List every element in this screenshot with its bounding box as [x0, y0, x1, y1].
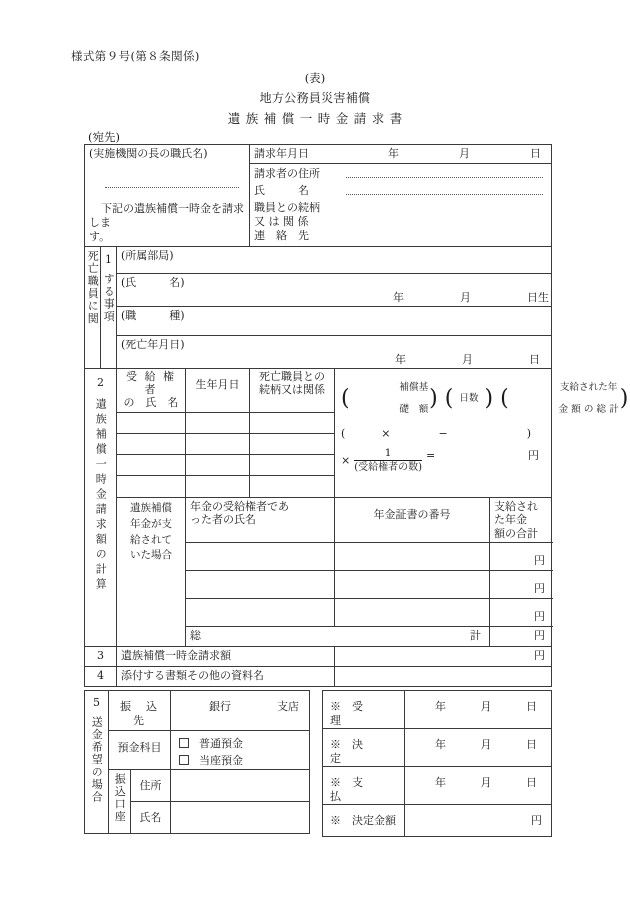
official-amount-unit: 円: [531, 814, 542, 828]
pension-amount-header-line1: 支給された年金: [494, 500, 538, 527]
section1-vertical-label-left: する事項: [102, 273, 116, 324]
pension-name-cell[interactable]: [186, 570, 335, 598]
section1-name-row: [85, 274, 552, 307]
section4-value-cell[interactable]: [335, 667, 552, 687]
base-amount-line2: 礎 額: [399, 403, 429, 415]
official-payment-row: [323, 767, 552, 805]
section1-job-row: [85, 307, 552, 336]
beneficiary-birthdate-cell[interactable]: [186, 476, 250, 498]
bank-branch-cell[interactable]: [171, 691, 310, 731]
official-decision-day: 日: [526, 738, 537, 752]
pension-certno-cell[interactable]: [335, 542, 490, 570]
pension-col-header-amount: [490, 498, 552, 543]
official-use-table: [322, 690, 552, 837]
pension-name-cell[interactable]: [186, 542, 335, 570]
death-year: 年: [395, 353, 406, 367]
pension-certno-header-text: 年金証書の番号: [373, 508, 451, 522]
official-receipt-label-cell: [323, 691, 405, 729]
beneficiary-name-cell[interactable]: [117, 413, 186, 434]
account-vertical-label-col: [109, 770, 131, 834]
claimant-name-writeline[interactable]: [346, 194, 543, 195]
official-amount-label-cell: [323, 805, 405, 837]
addressee-label: (宛先): [88, 130, 120, 144]
pension-name-header-line2: った者の氏名: [190, 513, 256, 527]
official-receipt-date-cell[interactable]: [405, 691, 552, 729]
official-decision-row: [323, 729, 552, 767]
section1-death-date-row: [85, 336, 552, 369]
statement-line1: 下記の遺族補償一時金を請求しま: [89, 202, 244, 230]
checkbox-icon[interactable]: [179, 738, 189, 748]
request-header-row: [85, 145, 552, 164]
official-amount-row: [323, 805, 552, 837]
beneficiary-name-cell[interactable]: [117, 455, 186, 476]
pension-vertical-label-col: [117, 498, 186, 647]
account-type-option-toza[interactable]: [179, 752, 309, 769]
section1-dept-row: [85, 247, 552, 274]
formula-term-days: ( 日数 ): [444, 385, 494, 411]
account-type-row: [85, 731, 310, 770]
request-date-month: 月: [459, 147, 470, 160]
section2-col-header-birthdate: [186, 369, 250, 413]
omote-label: (表): [304, 71, 326, 85]
pension-total-left: 総: [190, 629, 201, 643]
official-payment-label-cell: [323, 767, 405, 805]
official-receipt-row: [323, 691, 552, 729]
section2-number: 2: [97, 376, 104, 390]
pension-amount-cell[interactable]: [490, 570, 552, 598]
request-date-label: 請求年月日: [254, 147, 309, 160]
official-decision-date-cell[interactable]: [405, 729, 552, 767]
formula-times: ×: [381, 426, 391, 440]
form-title-line2: 遺族補償一時金請求書: [227, 111, 408, 126]
bank-transfer-row: [85, 691, 310, 731]
beneficiary-relation-cell[interactable]: [250, 455, 335, 476]
dept-label: (所属部局): [121, 249, 174, 263]
pension-name-cell[interactable]: [186, 598, 335, 626]
pension-total-unit: 円: [534, 629, 545, 643]
official-decision-label: ※ 決 定: [330, 738, 396, 766]
beneficiary-birthdate-cell[interactable]: [186, 434, 250, 455]
agency-head-writeline[interactable]: [105, 187, 239, 188]
section3-row: [85, 647, 552, 667]
col-header-name-line2: の 氏 名: [123, 396, 179, 410]
pension-total-right: 計: [470, 629, 481, 643]
beneficiary-relation-cell[interactable]: [250, 413, 335, 434]
pension-vlabel-2: 年金が支: [130, 517, 172, 530]
death-date-label: (死亡年月日): [121, 338, 185, 352]
official-payment-day: 日: [526, 776, 537, 790]
request-date-cell[interactable]: [250, 145, 552, 164]
official-amount-label: ※ 決定金額: [330, 814, 396, 828]
official-receipt-label: ※ 受 理: [330, 700, 396, 728]
section2-vertical-label-col: [85, 369, 117, 647]
formula-equals: =: [426, 449, 436, 463]
birth-day: 日生: [527, 291, 549, 305]
section1-name-cell[interactable]: [117, 274, 552, 307]
days-text: 日数: [459, 392, 479, 404]
pension-amount-header-line2: 額の合計: [494, 526, 538, 540]
section4-label-cell: [117, 667, 335, 687]
section3-label: 遺族補償一時金請求額: [121, 649, 231, 663]
official-receipt-year: 年: [435, 700, 446, 713]
section4-row: [85, 667, 552, 687]
section1-vertical-label-right: 死亡職員に関: [86, 250, 100, 326]
pension-certno-cell[interactable]: [335, 570, 490, 598]
pension-vlabel-1: 遺族補償: [130, 502, 172, 515]
job-label: (職 種): [121, 309, 185, 323]
formula-fraction: [354, 447, 422, 474]
pension-vlabel-4: いた場合: [130, 549, 172, 562]
account-type-options-cell[interactable]: [171, 731, 310, 770]
paid-total-line1: 支給された年: [559, 382, 618, 394]
form-number: 様式第９号(第８条関係): [71, 49, 200, 63]
statement-line2: す。: [89, 230, 111, 244]
pension-vlabel-3: 給されて: [130, 533, 172, 546]
formula-denominator: (受給権者の数): [354, 461, 423, 473]
pension-col-header-certno: [335, 498, 490, 543]
deceased-name-label: (氏 名): [121, 276, 185, 290]
official-amount-value-cell[interactable]: [405, 805, 552, 837]
section1-number-and-label-col-right: [85, 247, 101, 369]
account-type-option-futsu[interactable]: [179, 735, 309, 752]
pension-amount-unit: 円: [534, 553, 545, 567]
section3-value-cell[interactable]: [335, 647, 552, 667]
bank-transfer-table: [84, 690, 310, 834]
col-header-relation-line1: 死亡職員との: [259, 370, 325, 384]
pension-total-label-cell: [186, 627, 490, 647]
official-receipt-month: 月: [480, 700, 492, 713]
official-decision-label-cell: [323, 729, 405, 767]
bank-label: 銀行: [209, 700, 231, 713]
pension-total-amount-cell[interactable]: [490, 627, 552, 647]
branch-label: 支店: [277, 700, 299, 713]
formula-close-paren: ): [526, 426, 531, 440]
pension-amount-cell[interactable]: [490, 542, 552, 570]
death-month: 月: [462, 353, 473, 367]
claimant-name-label: 氏 名: [254, 184, 309, 198]
account-address-row: [85, 770, 310, 802]
official-payment-date-cell[interactable]: [405, 767, 552, 805]
formula-unit: 円: [528, 449, 539, 463]
section2-vertical-label: 遺族補償一時金請求額の計算: [94, 398, 108, 594]
section4-number-cell: [85, 667, 117, 687]
contact-label: 連 絡 先: [254, 229, 309, 243]
col-header-relation-line2: 続柄又は関係: [259, 383, 325, 397]
pension-amount-cell[interactable]: [490, 598, 552, 626]
section1-number-and-label-col-left: [101, 247, 117, 369]
col-header-birthdate-text: 生年月日: [195, 378, 240, 392]
claimant-address-label: 請求者の住所: [254, 167, 320, 181]
section4-label: 添付する書類その他の資料名: [121, 669, 264, 683]
agency-head-cell[interactable]: [85, 145, 250, 247]
beneficiary-name-cell[interactable]: [117, 434, 186, 455]
section3-label-cell: [117, 647, 335, 667]
official-receipt-day: 日: [526, 700, 537, 713]
section3-number: 3: [97, 649, 104, 663]
account-address-value-cell[interactable]: [171, 770, 310, 802]
claimant-info-cell[interactable]: [250, 164, 552, 247]
relation-label-line2: 又 は 関 係: [254, 215, 309, 229]
request-date-day: 日: [530, 147, 541, 160]
transfer-to-label: 振 込 先: [120, 700, 172, 728]
col-header-name-line1: 受 給 権 者: [126, 370, 176, 397]
section5-vertical-label: 送金希望の場合: [90, 716, 104, 804]
beneficiary-name-cell[interactable]: [117, 476, 186, 498]
pension-amount-unit: 円: [534, 581, 545, 595]
section5-number: 5: [93, 696, 100, 709]
section1-job-cell[interactable]: [117, 307, 552, 336]
claimant-address-writeline[interactable]: [346, 177, 543, 178]
pension-name-header-line1: 年金の受給権者であ: [190, 500, 289, 514]
account-name-label-cell: [131, 802, 171, 834]
account-vertical-label: 振込口座: [113, 773, 127, 824]
section1-death-date-cell[interactable]: [117, 336, 552, 369]
formula-minus: −: [438, 426, 448, 440]
pension-certno-cell[interactable]: [335, 598, 490, 626]
beneficiary-birthdate-cell[interactable]: [186, 413, 250, 434]
account-type-label-cell: [109, 731, 171, 770]
formula-multiply: ×: [341, 453, 351, 467]
section1-dept-cell[interactable]: [117, 247, 552, 274]
account-address-label: 住所: [139, 779, 162, 793]
account-type-label: 預金科目: [117, 741, 162, 755]
account-name-label: 氏名: [139, 811, 162, 825]
death-day: 日: [529, 353, 540, 367]
relation-label-line1: 職員との続柄: [254, 201, 320, 215]
pension-amount-unit: 円: [534, 609, 545, 623]
official-payment-month: 月: [480, 776, 492, 790]
formula-term-base-amount: ( 補償基 礎 額 ): [341, 382, 438, 415]
beneficiary-birthdate-cell[interactable]: [186, 455, 250, 476]
section3-unit: 円: [534, 649, 545, 663]
beneficiary-relation-cell[interactable]: [250, 476, 335, 498]
agency-head-label: (実施機関の長の職氏名): [89, 147, 208, 160]
pension-col-header-name: [186, 498, 335, 543]
section2-header-row: [85, 369, 552, 413]
section3-number-cell: [85, 647, 117, 667]
section2-col-header-relation: [250, 369, 335, 413]
checkbox-icon[interactable]: [179, 755, 189, 765]
main-form-table: [84, 144, 629, 687]
section2-col-header-name: [117, 369, 186, 413]
request-date-year: 年: [388, 147, 399, 160]
account-address-label-cell: [131, 770, 171, 802]
section1-number: 1: [105, 253, 112, 267]
official-payment-label: ※ 支 払: [330, 776, 396, 804]
base-amount-line1: 補償基: [399, 382, 429, 394]
formula-open-paren: (: [341, 426, 346, 440]
account-name-value-cell[interactable]: [171, 802, 310, 834]
formula-numerator: 1: [354, 447, 422, 461]
form-title-line1: 地方公務員災害補償: [259, 91, 371, 105]
birth-year: 年: [393, 291, 404, 305]
official-payment-year: 年: [435, 776, 446, 790]
official-decision-year: 年: [435, 738, 446, 752]
section5-vertical-label-col: [85, 691, 109, 834]
section4-number: 4: [97, 669, 104, 683]
formula-term-paid-total: ( 支給された年 金 額 の 総 計 ): [500, 382, 629, 415]
pension-header-row: [85, 498, 552, 543]
official-decision-month: 月: [480, 738, 492, 752]
section2-formula-cell[interactable]: [335, 369, 629, 498]
account-type-option-toza-label: 当座預金: [199, 754, 243, 768]
account-type-option-futsu-label: 普通預金: [199, 737, 243, 751]
transfer-to-label-cell: [109, 691, 171, 731]
paid-total-line2: 金 額 の 総 計: [558, 403, 619, 415]
beneficiary-relation-cell[interactable]: [250, 434, 335, 455]
birth-month: 月: [460, 291, 471, 305]
